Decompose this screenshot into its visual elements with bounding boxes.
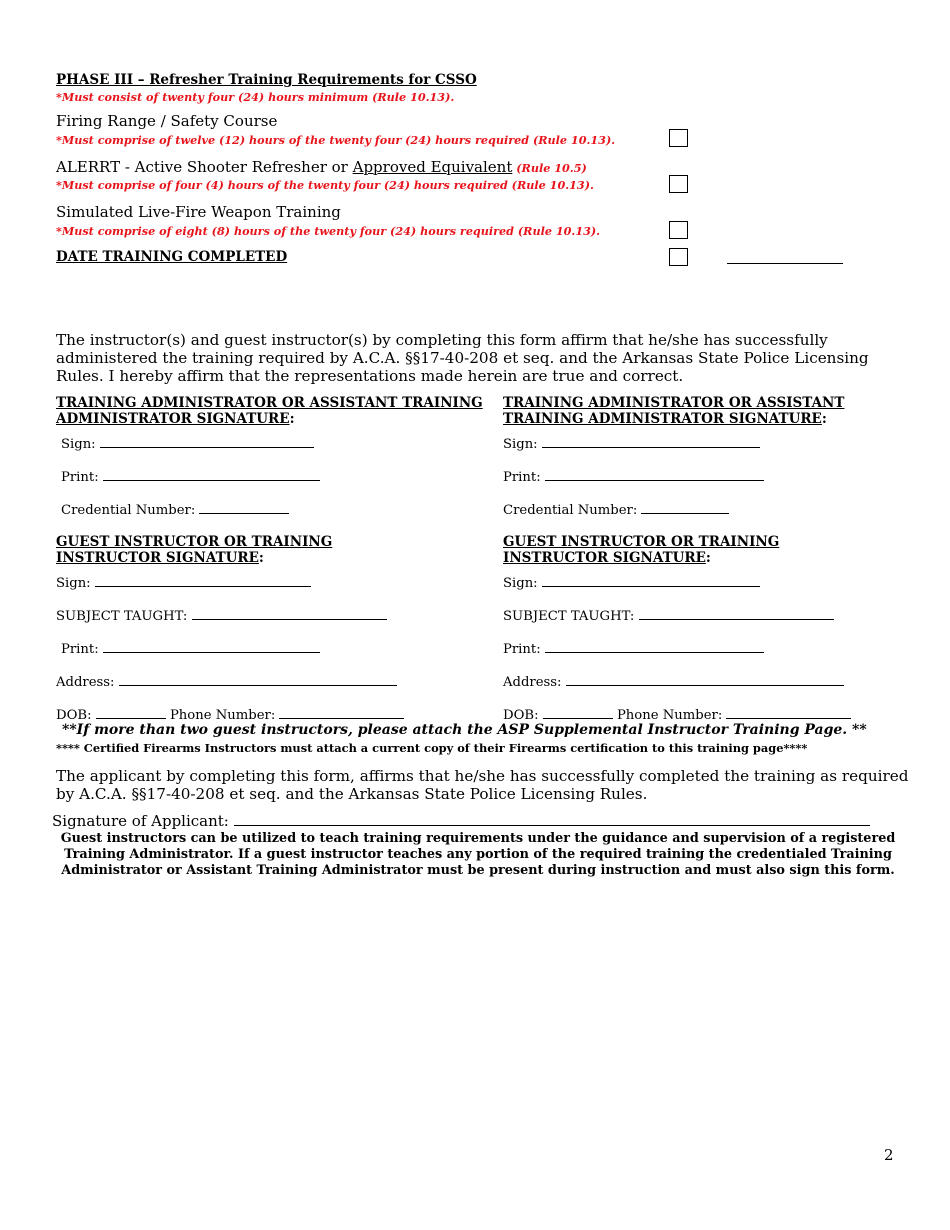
guest-address-left-label: Address: [56,675,115,690]
guest-print-left-line[interactable] [103,640,320,653]
admin-signature-heading-right [503,395,844,427]
guest-phone-right-line[interactable] [726,706,851,719]
date-completed-label: DATE TRAINING COMPLETED [56,249,288,265]
item-live-fire-note: *Must comprise of eight (8) hours of the twenty four (24) hours required (Rule 10.13). [56,224,601,238]
firearms-note: **** Certified Firearms Instructors must attach a current copy of their Firearms certification to this training page**** [56,741,808,755]
guest-policy: Guest instructors can be utilized to teach training requirements under the guidance and supervision of a registered Training Administrator. If a guest instructor teaches any portion of the required training the credentialed Training Administrator or Assistant Training Administrator must be present during instruction and must also sign this form. [60,831,896,878]
guest-subject-right-line[interactable] [639,607,834,620]
phase-title: PHASE III – Refresher Training Requirements for CSSO [56,72,477,88]
item-alerrt-label-a: ALERRT - Active Shooter Refresher or [56,158,353,176]
guest-print-right [503,640,764,657]
guest-address-right-label: Address: [503,675,562,690]
guest-subject-right [503,607,834,624]
admin-print-left [61,468,320,485]
guest-phone-right-label: Phone Number: [616,708,723,723]
admin-sign-right-label: Sign: [503,437,538,452]
admin-print-left-label: Print: [61,470,99,485]
phase-note: *Must consist of twenty four (24) hours minimum (Rule 10.13). [56,90,455,104]
item-alerrt-label [56,158,587,176]
guest-subject-left-label: SUBJECT TAUGHT: [56,609,188,624]
guest-attach-note: **If more than two guest instructors, please attach the ASP Supplemental Instructor Training Page. ** [62,722,867,738]
guest-dob-left-line[interactable] [96,706,166,719]
admin-credential-left-label: Credential Number: [61,503,196,518]
guest-subject-left [56,607,387,624]
alerrt-checkbox[interactable] [669,175,688,193]
guest-heading-left-colon: : [258,550,264,566]
guest-heading-right-line2: INSTRUCTOR SIGNATURE [503,550,706,566]
admin-credential-right [503,501,729,518]
guest-heading-left-line1: GUEST INSTRUCTOR OR TRAINING [56,534,333,550]
guest-signature-heading-left [56,534,332,566]
applicant-signature-line[interactable] [234,812,870,826]
guest-heading-left-line2: INSTRUCTOR SIGNATURE [56,550,259,566]
guest-sign-left-label: Sign: [56,576,91,591]
guest-print-left [61,640,320,657]
admin-signature-heading-left [56,395,483,427]
guest-subject-right-label: SUBJECT TAUGHT: [503,609,635,624]
guest-dob-right-line[interactable] [543,706,613,719]
item-alerrt-note: *Must comprise of four (4) hours of the twenty four (24) hours required (Rule 10.13). [56,178,594,192]
admin-credential-right-label: Credential Number: [503,503,638,518]
admin-heading-left-line1: TRAINING ADMINISTRATOR OR ASSISTANT TRAINING [56,395,483,411]
item-alerrt-rule: (Rule 10.5) [512,161,587,175]
admin-print-right-line[interactable] [545,468,764,481]
guest-address-left-line[interactable] [119,673,397,686]
guest-signature-heading-right [503,534,779,566]
admin-heading-right-line2: TRAINING ADMINISTRATOR SIGNATURE [503,411,822,427]
guest-heading-right-colon: : [705,550,711,566]
guest-dob-left-label: DOB: [56,708,92,723]
guest-sign-right-line[interactable] [542,574,760,587]
applicant-signature [52,812,870,830]
admin-sign-left-label: Sign: [61,437,96,452]
applicant-affirmation: The applicant by completing this form, affirms that he/she has successfully completed the training as required by A.C.A. §§17-40-208 et seq. and the Arkansas State Police Licensing Rules. [56,767,909,803]
item-firing-range-note: *Must comprise of twelve (12) hours of the twenty four (24) hours required (Rule 10.13). [56,133,616,147]
item-live-fire-label: Simulated Live-Fire Weapon Training [56,203,341,221]
page-number: 2 [884,1146,894,1164]
item-firing-range-label: Firing Range / Safety Course [56,112,278,130]
date-completed-line[interactable] [727,263,843,264]
guest-phone-left-line[interactable] [279,706,404,719]
guest-print-right-label: Print: [503,642,541,657]
instructor-affirmation: The instructor(s) and guest instructor(s) by completing this form affirm that he/she has successfully administered the training required by A.C.A. §§17-40-208 et seq. and the Arkansas State Police Licensing Rules. I hereby affirm that the representations made herein are true and correct. [56,331,869,385]
guest-address-right-line[interactable] [566,673,844,686]
live-fire-checkbox[interactable] [669,221,688,239]
guest-sign-left [56,574,311,591]
guest-address-right [503,673,844,690]
admin-sign-right [503,435,760,452]
guest-dob-right-label: DOB: [503,708,539,723]
guest-phone-left-label: Phone Number: [169,708,276,723]
guest-sign-right [503,574,760,591]
firing-range-checkbox[interactable] [669,129,688,147]
admin-credential-right-line[interactable] [641,501,729,514]
admin-credential-left-line[interactable] [199,501,289,514]
guest-dob-phone-left [56,706,404,723]
guest-print-right-line[interactable] [545,640,764,653]
admin-sign-right-line[interactable] [542,435,760,448]
admin-heading-right-line1: TRAINING ADMINISTRATOR OR ASSISTANT [503,395,845,411]
guest-print-left-label: Print: [61,642,99,657]
admin-heading-right-colon: : [821,411,827,427]
admin-print-left-line[interactable] [103,468,320,481]
admin-sign-left [61,435,314,452]
guest-sign-left-line[interactable] [95,574,311,587]
admin-credential-left [61,501,289,518]
guest-sign-right-label: Sign: [503,576,538,591]
guest-subject-left-line[interactable] [192,607,387,620]
date-completed-checkbox[interactable] [669,248,688,266]
guest-dob-phone-right [503,706,851,723]
admin-print-right [503,468,764,485]
admin-sign-left-line[interactable] [100,435,314,448]
guest-heading-right-line1: GUEST INSTRUCTOR OR TRAINING [503,534,780,550]
guest-address-left [56,673,397,690]
admin-heading-left-colon: : [289,411,295,427]
admin-heading-left-line2: ADMINISTRATOR SIGNATURE [56,411,290,427]
item-alerrt-label-b: Approved Equivalent [352,158,513,176]
applicant-signature-label: Signature of Applicant: [52,812,229,830]
admin-print-right-label: Print: [503,470,541,485]
